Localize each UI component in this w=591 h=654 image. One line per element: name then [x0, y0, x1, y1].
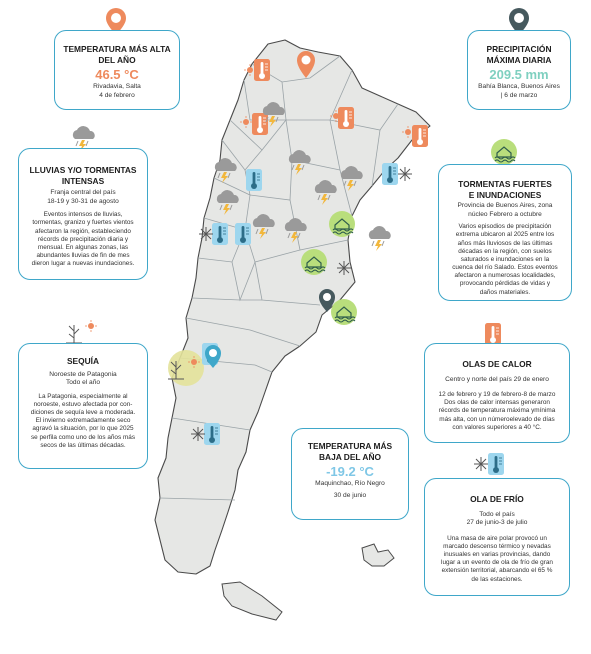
- sequia-desc-line: secos de las últimas décadas.: [40, 441, 126, 449]
- lluvias-desc-line: tormentas, granizo y fuertes vientos: [32, 219, 134, 227]
- lluvias-title-2: INTENSAS: [61, 175, 105, 186]
- min-temp-title-1: TEMPERATURA MÁS: [307, 441, 393, 451]
- thermometer-cold-icon: [246, 169, 262, 191]
- olas-calor-desc-line: Dos olas de calor intensas generaron: [444, 399, 550, 407]
- olas-calor-desc-line: con valores superiores a 40 °C.: [452, 423, 542, 431]
- tormentas-description: [447, 223, 563, 297]
- min-temp-value: -19.2 °C: [326, 464, 374, 479]
- snowflake-icon: [191, 427, 205, 441]
- lluvias-desc-line: afectaron la región, estableciendo: [35, 227, 131, 235]
- max-temp-title-1: TEMPERATURA MÁS ALTA: [63, 44, 171, 54]
- sun-icon: [85, 320, 97, 332]
- sequia-description: [27, 393, 139, 450]
- snowflake-icon: [199, 227, 213, 241]
- ola-frio-card: [424, 478, 570, 596]
- olas-calor-desc-line: 12 de febrero y 19 de febrero-8 de marzo: [438, 391, 556, 399]
- ola-frio-subtitle-2: 27 de junio-3 de julio: [466, 519, 528, 527]
- tormentas-subtitle-2: núcleo Febrero a octubre: [468, 210, 542, 218]
- ola-frio-desc-line: de las estaciones.: [471, 575, 523, 583]
- tormentas-desc-line: Varios episodios de precipitación: [458, 223, 552, 231]
- thermometer-cold-icon: [488, 453, 504, 475]
- tormentas-title-2: E INUNDACIONES: [468, 189, 542, 200]
- sequia-card: [18, 343, 148, 469]
- sequia-desc-line: diciones de sequía leve a moderada.: [30, 409, 136, 416]
- snowflake-icon: [337, 261, 351, 275]
- tormentas-desc-line: provocando pérdidas de vidas y: [459, 280, 551, 288]
- sequia-desc-line: agravó la situación, por lo que 2025: [32, 425, 134, 433]
- flood-icon: [491, 139, 517, 165]
- precip-title-2: MÁXIMA DIARIA: [486, 54, 552, 65]
- tormentas-desc-line: saturados e inundaciones en la: [460, 255, 550, 263]
- sequia-subtitle-2: Todo el año: [65, 379, 101, 387]
- olas-calor-description: [433, 391, 561, 432]
- precip-title-1: PRECIPITACIÓN: [486, 44, 552, 54]
- thermometer-cold-icon: [382, 163, 398, 185]
- lluvias-subtitle-1: Franja central del país: [50, 189, 116, 196]
- ola-frio-title: OLA DE FRÍO: [470, 494, 524, 504]
- min-temp-date: 30 de junio: [333, 491, 367, 499]
- precipitation-card: [467, 30, 571, 110]
- tormentas-desc-line: afectaron a numerosas localidades,: [454, 272, 556, 280]
- olas-calor-card: [424, 343, 570, 443]
- snowflake-icon: [474, 457, 488, 471]
- tormentas-desc-line: años más lluviosos de las últimas: [457, 239, 553, 247]
- lluvias-desc-line: abundantes lluvias de fin de mes: [36, 252, 130, 260]
- thermometer-cold-icon: [204, 423, 220, 445]
- olas-calor-desc-line: récords de temperatura máxima ymínima: [438, 407, 556, 415]
- precip-date: | 6 de marzo: [500, 91, 538, 99]
- flood-icon: [329, 211, 355, 237]
- flood-icon: [301, 249, 327, 275]
- tormentas-card: [438, 164, 572, 301]
- ola-frio-desc-line: lugar a un evento de ola de frío de gran: [441, 559, 553, 567]
- thermometer-cold-icon: [235, 223, 251, 245]
- ola-frio-desc-line: extensión territorial, abarcando el 65 %: [441, 567, 553, 575]
- lluvias-subtitle-2: 18-19 y 30-31 de agosto: [47, 197, 119, 205]
- sequia-desc-line: noroeste, estuvo afectada por con-: [33, 400, 133, 408]
- lluvias-title-1: LLUVIAS Y/O TORMENTAS: [29, 165, 137, 175]
- precip-place: Bahía Blanca, Buenos Aires: [478, 83, 560, 90]
- tormentas-desc-line: daños materiales.: [479, 288, 531, 296]
- thermometer-hot-icon: [338, 107, 354, 129]
- lluvias-description: [27, 211, 139, 268]
- thermometer-hot-icon: [254, 59, 270, 81]
- storm-cloud-icon: [369, 226, 391, 251]
- lluvias-desc-line: dieron lugar a nuevas inundaciones.: [31, 260, 135, 268]
- precip-value: 209.5 mm: [489, 67, 549, 82]
- lluvias-card: [18, 148, 148, 280]
- malvinas-islands: [362, 544, 394, 566]
- max-temp-date: 4 de febrero: [99, 91, 135, 99]
- ola-frio-desc-line: Una masa de aire polar provocó un: [447, 534, 547, 542]
- max-temp-card: [54, 30, 180, 110]
- sequia-desc-line: El invierno extremadamente seco: [35, 417, 131, 425]
- drought-area: [168, 350, 204, 386]
- tormentas-subtitle-1: Provincia de Buenos Aires, zona: [457, 202, 553, 209]
- ola-frio-desc-line: marcado descenso térmico y nevadas: [443, 542, 551, 550]
- thermometer-hot-icon: [252, 113, 268, 135]
- thermometer-cold-icon: [212, 223, 228, 245]
- sequia-subtitle-1: Noroeste de Patagonia: [49, 370, 117, 378]
- ola-frio-subtitle-1: Todo el país: [479, 510, 515, 518]
- lluvias-desc-line: Eventos intensos de lluvias,: [43, 211, 123, 219]
- sequia-title: SEQUÍA: [66, 356, 100, 366]
- flood-icon: [331, 299, 357, 325]
- tormentas-desc-line: extrema ubicaron al 2025 entre los: [455, 231, 555, 239]
- max-temp-place: Rivadavia, Salta: [93, 83, 141, 90]
- min-temp-place: Maquinchao, Río Negro: [315, 480, 385, 487]
- drought-plant-icon: [66, 325, 82, 343]
- max-temp-value: 46.5 °C: [95, 67, 139, 82]
- tormentas-title-1: TORMENTAS FUERTES: [458, 179, 552, 189]
- sequia-desc-line: se perfila como uno de los años más: [30, 433, 136, 441]
- olas-calor-subtitle: Centro y norte del país 29 de enero: [445, 375, 549, 383]
- lluvias-desc-line: mensual. En algunas zonas, las: [37, 243, 129, 251]
- max-temp-title-2: DEL AÑO: [98, 54, 136, 65]
- ola-frio-desc-line: inusuales en varias provincias, dando: [443, 551, 551, 558]
- min-temp-card: [291, 428, 409, 520]
- olas-calor-title: OLAS DE CALOR: [462, 359, 532, 369]
- sequia-desc-line: La Patagonia, especialmente al: [38, 392, 128, 400]
- olas-calor-desc-line: más alta, con un númeroelevado de días: [439, 415, 555, 423]
- tierra-del-fuego: [222, 582, 282, 620]
- thermometer-hot-icon: [412, 125, 428, 147]
- thermometer-hot-icon: [485, 323, 501, 345]
- min-temp-title-2: BAJA DEL AÑO: [318, 451, 382, 462]
- snowflake-icon: [398, 167, 412, 181]
- lluvias-desc-line: récords de precipitación diaria y: [37, 235, 129, 243]
- tormentas-desc-line: décadas en la región, con suelos: [458, 247, 552, 255]
- tormentas-desc-line: cuenca del río Salado. Estos eventos: [452, 264, 558, 272]
- ola-frio-description: [433, 535, 561, 584]
